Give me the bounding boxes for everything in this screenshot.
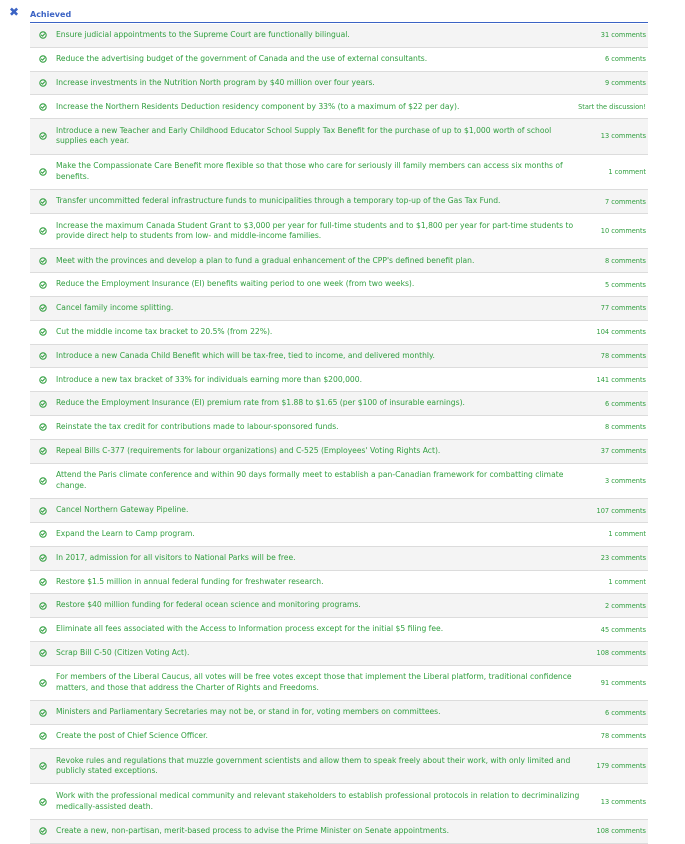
promise-link[interactable]: Increase the maximum Canada Student Grant to $3,000 per year for full-time students and to $1,800 per year for part-time students to provide direct help to students from low- and middle-income families.: [56, 220, 574, 241]
comments-link[interactable]: 5 comments: [604, 280, 646, 289]
comments-link[interactable]: 2 comments: [604, 601, 646, 610]
check-circle-icon: [30, 554, 56, 562]
check-circle-icon: [30, 168, 56, 176]
promise-link[interactable]: Reduce the advertising budget of the government of Canada and the use of external consultants.: [56, 53, 428, 63]
promise-link[interactable]: Eliminate all fees associated with the Access to Information process except for the initial $5 filing fee.: [56, 624, 444, 634]
promise-link[interactable]: Attend the Paris climate conference and within 90 days formally meet to establish a pan-Canadian framework for combatting climate change.: [56, 470, 564, 490]
comments-link[interactable]: 7 comments: [604, 197, 646, 206]
list-item[interactable]: [30, 618, 648, 642]
list-item[interactable]: [30, 368, 648, 392]
check-circle-icon: [30, 198, 56, 206]
check-circle-icon: [30, 447, 56, 455]
list-item[interactable]: [30, 571, 648, 595]
check-circle-icon: [30, 304, 56, 312]
list-item[interactable]: [30, 95, 648, 119]
comments-link[interactable]: 108 comments: [596, 827, 646, 836]
list-item[interactable]: [30, 416, 648, 440]
comments-link[interactable]: 31 comments: [600, 31, 646, 40]
list-item[interactable]: [30, 499, 648, 523]
check-circle-icon: [30, 827, 56, 835]
promise-link[interactable]: Make the Compassionate Care Benefit more flexible so that those who care for seriously ill family members can access six months of benefits.: [56, 161, 563, 181]
promise-link[interactable]: Scrap Bill C-50 (Citizen Voting Act).: [56, 648, 190, 658]
list-item[interactable]: [30, 523, 648, 547]
comments-link[interactable]: 91 comments: [600, 678, 646, 687]
list-item[interactable]: [30, 214, 648, 250]
list-item[interactable]: [30, 642, 648, 666]
promise-link[interactable]: Introduce a new Teacher and Early Childhood Educator School Supply Tax Benefit for the purchase of up to $1,000 worth of school supplies each year.: [56, 125, 552, 146]
comments-link[interactable]: 6 comments: [604, 55, 646, 64]
comments-link[interactable]: 78 comments: [600, 352, 646, 361]
section-header-achieved[interactable]: Achieved: [30, 8, 648, 23]
comments-link[interactable]: 8 comments: [604, 423, 646, 432]
check-circle-icon: [30, 328, 56, 336]
check-circle-icon: [30, 578, 56, 586]
check-circle-icon: [30, 103, 56, 111]
check-circle-icon: [30, 132, 56, 140]
promise-link[interactable]: Increase the Northern Residents Deduction residency component by 33% (to a maximum of $22 per day).: [56, 101, 460, 111]
comments-link[interactable]: 1 comment: [608, 577, 646, 586]
promise-link[interactable]: Reduce the Employment Insurance (EI) premium rate from $1.88 to $1.65 (per $100 of insurable earnings).: [56, 398, 465, 408]
comments-link[interactable]: 6 comments: [604, 399, 646, 408]
promise-link[interactable]: Restore $1.5 million in annual federal funding for freshwater research.: [56, 576, 324, 586]
promise-link[interactable]: Cancel family income splitting.: [56, 303, 174, 313]
check-circle-icon: [30, 257, 56, 265]
comments-link[interactable]: 179 comments: [596, 762, 646, 771]
promise-link[interactable]: Restore $40 million funding for federal ocean science and monitoring programs.: [56, 600, 361, 610]
check-circle-icon: [30, 281, 56, 289]
list-item[interactable]: [30, 820, 648, 844]
comments-link[interactable]: 107 comments: [596, 506, 646, 515]
check-circle-icon: [30, 79, 56, 87]
check-circle-icon: [30, 55, 56, 63]
list-item[interactable]: [30, 249, 648, 273]
comments-link[interactable]: 78 comments: [600, 732, 646, 741]
comments-link[interactable]: 1 comment: [608, 167, 646, 176]
comments-link[interactable]: 23 comments: [600, 554, 646, 563]
list-item[interactable]: [30, 440, 648, 464]
list-item[interactable]: [30, 666, 648, 702]
check-circle-icon: [30, 376, 56, 384]
check-circle-icon: [30, 602, 56, 610]
promise-link[interactable]: Revoke rules and regulations that muzzle government scientists and allow them to speak freely about their work, with only limited and publicly stated exceptions.: [56, 755, 571, 776]
check-circle-icon: [30, 626, 56, 634]
check-circle-icon: [30, 400, 56, 408]
check-circle-icon: [30, 762, 56, 770]
promise-list: [30, 24, 648, 844]
list-item[interactable]: [30, 464, 648, 500]
check-circle-icon: [30, 649, 56, 657]
comments-link[interactable]: 77 comments: [600, 304, 646, 313]
list-item[interactable]: [30, 119, 648, 155]
comments-link[interactable]: 8 comments: [604, 256, 646, 265]
promise-link[interactable]: Expand the Learn to Camp program.: [56, 529, 195, 539]
promise-link[interactable]: For members of the Liberal Caucus, all votes will be free votes except those that implement the Liberal platform, traditional confidence matters, and those that address the Charter of Rights and Freedoms.: [56, 672, 572, 692]
comments-link[interactable]: 37 comments: [600, 447, 646, 456]
comments-link[interactable]: 45 comments: [600, 625, 646, 634]
list-item[interactable]: [30, 725, 648, 749]
list-item[interactable]: [30, 273, 648, 297]
list-item[interactable]: [30, 547, 648, 571]
check-circle-icon: [30, 227, 56, 235]
promise-link[interactable]: Ensure judicial appointments to the Supreme Court are functionally bilingual.: [56, 30, 350, 40]
promise-link[interactable]: Repeal Bills C-377 (requirements for labour organizations) and C-525 (Employees' Voting Rights Act).: [56, 446, 441, 455]
list-item[interactable]: [30, 345, 648, 369]
comments-link[interactable]: 1 comment: [608, 530, 646, 539]
list-item[interactable]: [30, 48, 648, 72]
list-item[interactable]: [30, 297, 648, 321]
promise-link[interactable]: Increase investments in the Nutrition North program by $40 million over four years.: [56, 77, 375, 87]
promise-link[interactable]: Cut the middle income tax bracket to 20.5% (from 22%).: [56, 327, 273, 337]
check-circle-icon: [30, 679, 56, 687]
comments-link[interactable]: 13 comments: [600, 797, 646, 806]
comments-link[interactable]: Start the discussion!: [578, 102, 646, 111]
list-item[interactable]: [30, 749, 648, 785]
comments-link[interactable]: 3 comments: [604, 476, 646, 485]
comments-link[interactable]: 13 comments: [600, 132, 646, 141]
promise-link[interactable]: Introduce a new Canada Child Benefit which will be tax-free, tied to income, and delivered monthly.: [56, 350, 435, 360]
promise-link[interactable]: Cancel Northern Gateway Pipeline.: [56, 505, 189, 515]
list-item[interactable]: [30, 155, 648, 191]
promise-link[interactable]: Introduce a new tax bracket of 33% for individuals earning more than $200,000.: [56, 374, 362, 384]
promise-link[interactable]: Transfer uncommitted federal infrastructure funds to municipalities through a temporary top-up of the Gas Tax Fund.: [56, 196, 501, 206]
promise-link[interactable]: Create the post of Chief Science Officer.: [56, 731, 208, 741]
check-circle-icon: [30, 31, 56, 39]
promise-link[interactable]: Work with the professional medical community and relevant stakeholders to establish professional protocols in relation to decriminalizing medically-assisted death.: [56, 791, 580, 811]
promise-link[interactable]: Ministers and Parliamentary Secretaries may not be, or stand in for, voting members on committees.: [56, 707, 441, 717]
list-item[interactable]: [30, 24, 648, 48]
promise-link[interactable]: Reinstate the tax credit for contributions made to labour-sponsored funds.: [56, 422, 339, 432]
list-item[interactable]: [30, 190, 648, 214]
comments-link[interactable]: 141 comments: [596, 375, 646, 384]
promise-link[interactable]: Meet with the provinces and develop a plan to fund a gradual enhancement of the CPP's defined benefit plan.: [56, 255, 475, 265]
check-circle-icon: [30, 507, 56, 515]
close-icon[interactable]: ✖: [9, 5, 20, 19]
list-item[interactable]: [30, 701, 648, 725]
promise-link[interactable]: Reduce the Employment Insurance (EI) benefits waiting period to one week (from two weeks).: [56, 279, 415, 289]
list-item[interactable]: [30, 72, 648, 96]
check-circle-icon: [30, 477, 56, 485]
list-item[interactable]: [30, 392, 648, 416]
comments-link[interactable]: 104 comments: [596, 328, 646, 337]
list-item[interactable]: [30, 321, 648, 345]
promise-link[interactable]: Create a new, non-partisan, merit-based process to advise the Prime Minister on Senate appointments.: [56, 825, 450, 835]
list-item[interactable]: [30, 784, 648, 820]
list-item[interactable]: [30, 594, 648, 618]
promise-link[interactable]: In 2017, admission for all visitors to National Parks will be free.: [56, 552, 296, 562]
check-circle-icon: [30, 709, 56, 717]
check-circle-icon: [30, 732, 56, 740]
check-circle-icon: [30, 798, 56, 806]
comments-link[interactable]: 10 comments: [600, 227, 646, 236]
comments-link[interactable]: 9 comments: [604, 78, 646, 87]
check-circle-icon: [30, 352, 56, 360]
comments-link[interactable]: 108 comments: [596, 649, 646, 658]
comments-link[interactable]: 6 comments: [604, 708, 646, 717]
check-circle-icon: [30, 530, 56, 538]
check-circle-icon: [30, 423, 56, 431]
